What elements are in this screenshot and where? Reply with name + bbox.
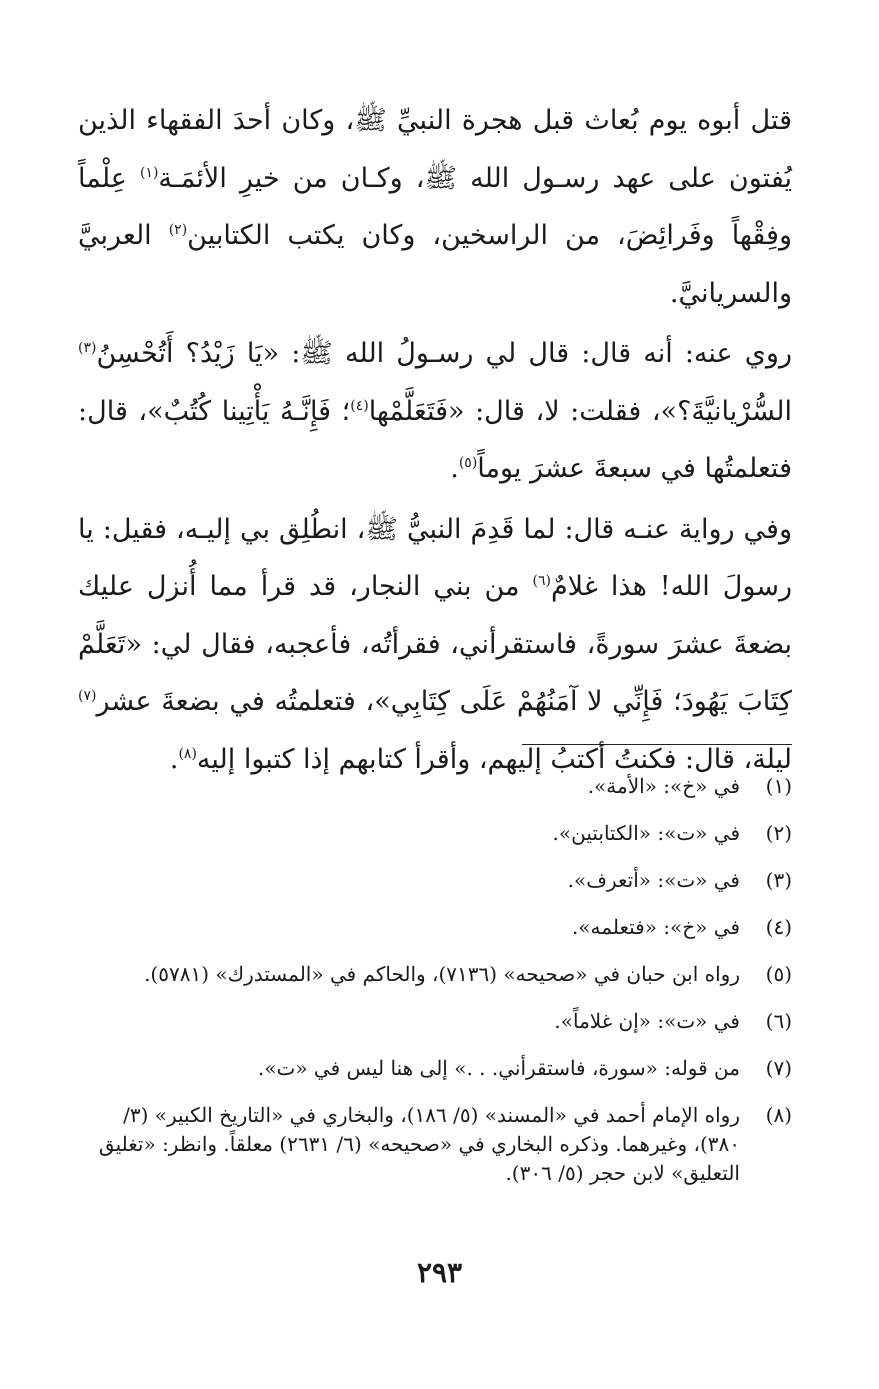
text-run: عِلْماً وفِقْهاً وفَرائِضَ، من الراسخين، وكان يكتب الكتابين bbox=[78, 162, 792, 251]
text-run: . bbox=[169, 743, 179, 775]
footnote bbox=[78, 913, 792, 942]
footnote-marker: (١) bbox=[139, 164, 159, 181]
footnote-number: (٥) bbox=[765, 962, 792, 986]
page-number: ٢٩٣ bbox=[416, 1256, 463, 1289]
footnote-text: رواه الإمام أحمد في «المسند» (٥/ ١٨٦)، والبخاري في «التاريخ الكبير» (٣/ ٣٨٠)، وغيرهما. وذكره البخاري في «صحيحه» (٦/ ٢٦٣١) معلقاً. وانظر: «تغليق التعليق» لابن حجر (٥/ ٣٠٦). bbox=[98, 1103, 740, 1185]
footnote-marker: (٧) bbox=[78, 688, 97, 704]
footnote-marker: (٣) bbox=[78, 340, 97, 356]
footnote bbox=[78, 1007, 792, 1036]
text-run: السُّرْيانيَّةَ؟»، فقلت: لا، قال: «فَتَعَلَّمْها bbox=[368, 395, 792, 427]
footnote-number: (٧) bbox=[765, 1056, 792, 1080]
footnote-marker: (٥) bbox=[458, 455, 478, 471]
footnote-marker: (٢) bbox=[168, 222, 188, 238]
footnote-divider bbox=[522, 744, 792, 745]
footnote-text: في «ت»: «إن غلاماً». bbox=[554, 1009, 740, 1033]
footnote-text: في «ت»: «الكتابتين». bbox=[552, 821, 740, 845]
text-run: ؛ فَإِنَّـهُ يَأْتِينا كُتُبٌ»، قال: فتعلمتُها في سبعةَ عشرَ يوماً bbox=[78, 395, 792, 484]
footnote-text: في «ت»: «أتعرف». bbox=[567, 868, 740, 892]
text-run: قتل أبوه يوم بُعاث قبل هجرة النبيِّ ﷺ، وكان أحدَ الفقهاء الذين يُفتون على عهد رسـول الله ﷺ، وكـان من خيرِ الأئمَـة bbox=[78, 105, 793, 194]
main-text bbox=[78, 92, 792, 788]
footnote-number: (٢) bbox=[765, 821, 792, 845]
footnote-text: من قوله: «سورة، فاستقرأني. . .» إلى هنا ليس في «ت». bbox=[257, 1056, 740, 1080]
footnote-marker: (٤) bbox=[350, 397, 369, 414]
footnote bbox=[78, 960, 792, 989]
footnote-text: رواه ابن حبان في «صحيحه» (٧١٣٦)، والحاكم في «المستدرك» (٥٧٨١). bbox=[144, 962, 740, 986]
footnote bbox=[78, 772, 792, 801]
footnote-number: (٤) bbox=[765, 915, 792, 939]
footnote-number: (٦) bbox=[765, 1009, 792, 1033]
footnote-number: (١) bbox=[765, 774, 792, 798]
footnote-text: في «خ»: «فتعلمه». bbox=[571, 915, 740, 939]
footnote bbox=[78, 866, 792, 895]
text-run: . bbox=[450, 453, 459, 484]
footnotes-list bbox=[78, 772, 792, 1188]
footnote-marker: (٦) bbox=[532, 573, 551, 589]
text-run: روي عنه: أنه قال: قال لي رسـولُ الله ﷺ: «يَا زَيْدُ؟ أَتُحْسِنُ bbox=[96, 338, 792, 369]
paragraph bbox=[78, 92, 792, 322]
text-run: العربيَّ والسريانيَّ. bbox=[78, 220, 792, 309]
page-body bbox=[78, 92, 793, 1185]
footnote bbox=[78, 1054, 792, 1083]
text-run: ليلة، قال: فكنتُ أكتبُ إليهم، وأقرأ كتابهم إذا كتبوا إليه bbox=[196, 743, 792, 775]
footnote bbox=[78, 1101, 792, 1188]
footnote-text: في «خ»: «الأمة». bbox=[587, 774, 740, 798]
text-run: وفي رواية عنـه قال: لما قَدِمَ النبيُّ ﷺ، انطُلِق بي إليـه، فقيل: يا رسولَ الله! هذا غلامٌ bbox=[78, 513, 792, 602]
footnote-number: (٣) bbox=[765, 868, 792, 892]
text-run: من بني النجار، قد قرأ مما أُنزل عليك بضعةَ عشرَ سورةً، فاستقرأني، فقرأتُه، فأعجبه، فقال لي: «تَعَلَّمْ كِتَابَ يَهُودَ؛ فَإِنِّي لا آمَنُهُمْ عَلَى كِتَابِي»، فتعلمتُه في بضعةَ عشر bbox=[78, 571, 792, 717]
paragraph bbox=[78, 325, 792, 498]
footnote bbox=[78, 819, 792, 848]
footnote-number: (٨) bbox=[765, 1103, 792, 1127]
footnote-marker: (٨) bbox=[178, 745, 197, 762]
